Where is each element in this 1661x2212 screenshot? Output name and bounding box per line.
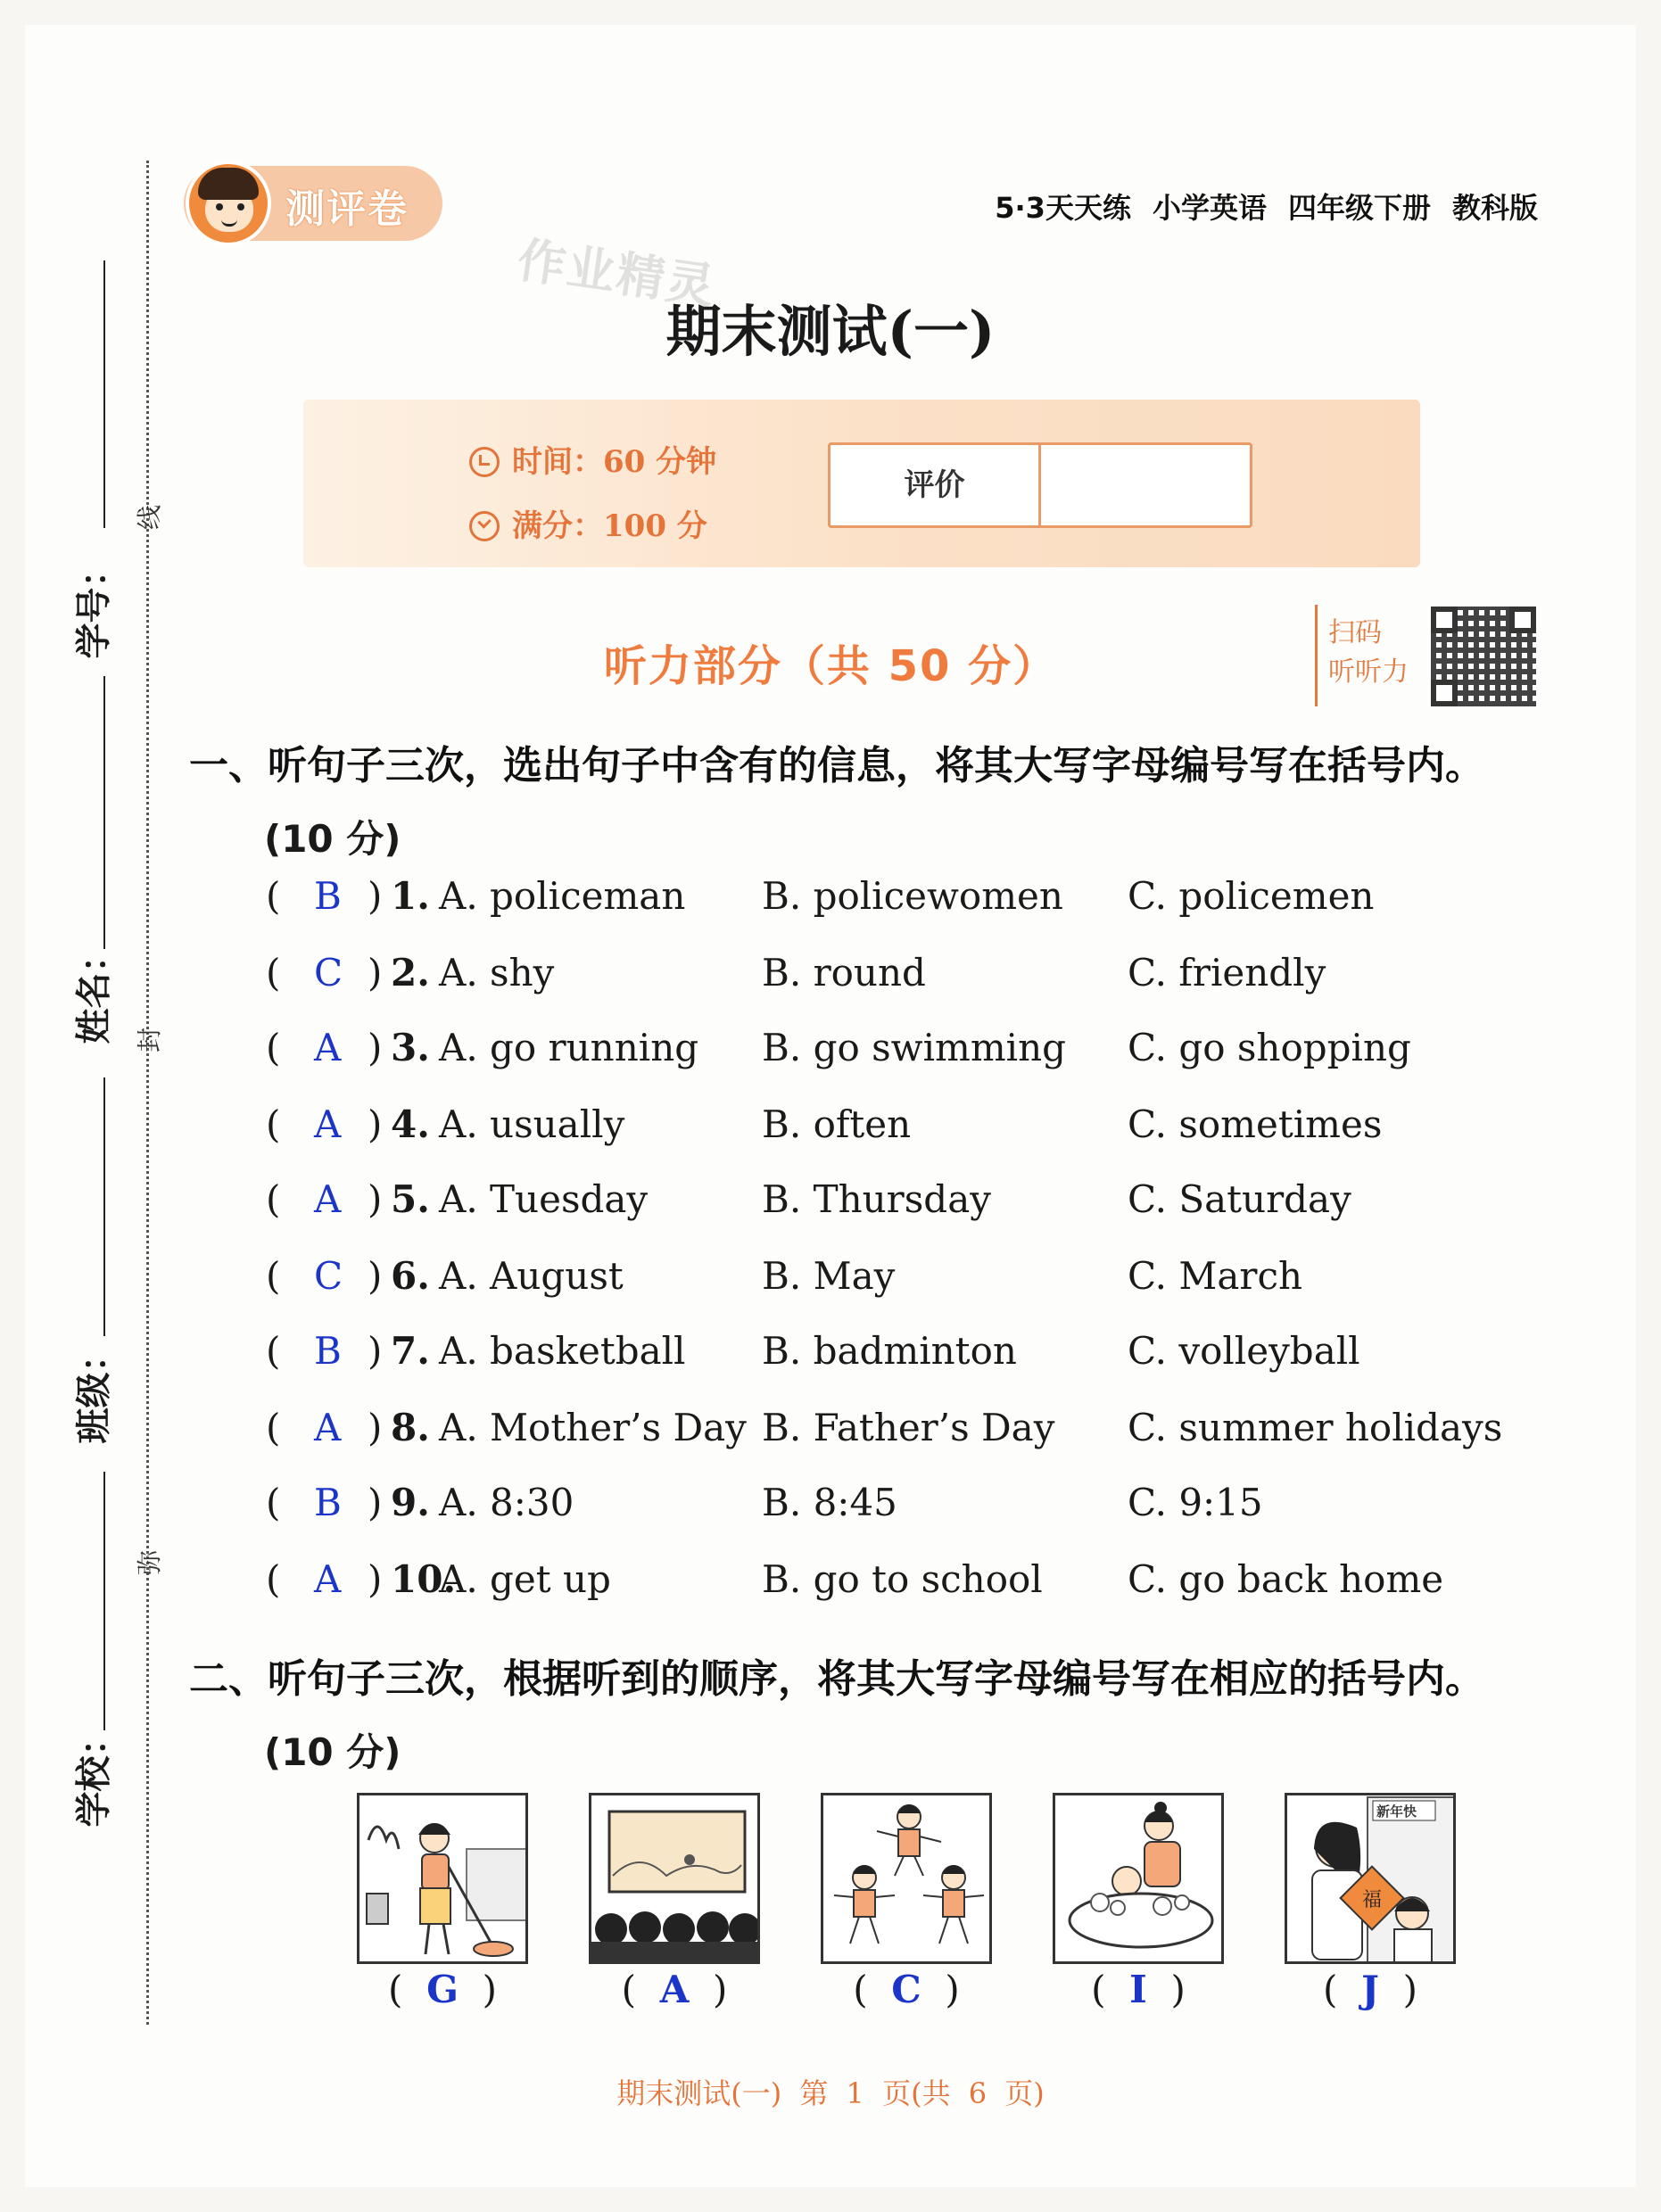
option-b: B. May (762, 1254, 896, 1298)
clock-icon (469, 447, 500, 477)
option-a: A. August (439, 1254, 624, 1298)
option-b: B. go swimming (762, 1026, 1067, 1069)
picture-answer[interactable]: ( A ) (621, 1968, 728, 2011)
question-number: 5. (391, 1177, 430, 1221)
new-year-sign: 新年快 (1376, 1803, 1417, 1820)
class-rule (103, 1077, 105, 1336)
question-number: 8. (391, 1406, 430, 1449)
kids-exercising-picture (821, 1793, 992, 1964)
page-title: 期末测试(一) (665, 299, 996, 364)
question-number: 9. (391, 1481, 430, 1524)
listening-section-title: 听力部分（共 50 分） (603, 641, 1058, 691)
part2-instruction: 二、听句子三次，根据听到的顺序，将其大写字母编号写在相应的括号内。 (189, 1656, 1484, 1702)
fu-card: 福 (1362, 1889, 1383, 1911)
question-number: 10. (391, 1557, 457, 1601)
qr-label: 扫码 听听力 (1315, 605, 1422, 706)
page-footer: 期末测试(一) 第 1 页(共 6 页) (616, 2076, 1045, 2110)
badge-label: 测评卷 (285, 186, 409, 232)
evaluation-field[interactable] (1041, 445, 1250, 525)
new-year-picture (1285, 1793, 1456, 1964)
option-c: C. go shopping (1128, 1026, 1411, 1069)
option-a: A. get up (439, 1557, 611, 1601)
cinema-picture (589, 1793, 760, 1964)
edition-name: 教科版 (1451, 191, 1538, 225)
option-b: B. policewomen (762, 874, 1063, 918)
question-number: 6. (391, 1254, 430, 1298)
option-b: B. badminton (762, 1329, 1017, 1373)
answer-field[interactable]: B (314, 1481, 342, 1524)
option-b: B. Father’s Day (762, 1406, 1055, 1449)
answer-field[interactable]: C (314, 1254, 343, 1298)
binding-mark-line: 线 (135, 505, 164, 531)
question-number: 2. (391, 951, 430, 995)
option-c: C. friendly (1128, 951, 1326, 995)
option-a: A. shy (439, 951, 555, 995)
class-label: 班级： (73, 1336, 115, 1444)
option-c: C. March (1128, 1254, 1303, 1298)
watermark: 作业精灵 (514, 231, 720, 316)
option-c: C. Saturday (1128, 1177, 1351, 1221)
boy-avatar-icon (186, 161, 271, 246)
score-info: 满分：100 分 (469, 501, 707, 545)
option-a: A. policeman (439, 874, 686, 918)
part1-instruction: 一、听句子三次，选出句子中含有的信息，将其大写字母编号写在括号内。 (189, 743, 1484, 788)
answer-field[interactable]: A (314, 1557, 342, 1601)
check-icon (469, 511, 500, 541)
option-c: C. sometimes (1128, 1102, 1383, 1146)
option-b: B. 8:45 (762, 1481, 897, 1524)
option-c: C. policemen (1128, 874, 1375, 918)
student-id-label: 学号： (73, 551, 115, 659)
qr-code-icon[interactable] (1431, 607, 1536, 706)
option-c: C. volleyball (1128, 1329, 1360, 1373)
option-c: C. summer holidays (1128, 1406, 1503, 1449)
picture-answer-value[interactable]: J (1361, 1968, 1379, 2011)
part2-score: (10 分) (264, 1730, 401, 1774)
picture-answer[interactable]: ( J ) (1322, 1968, 1418, 2011)
option-a: A. usually (439, 1102, 625, 1146)
answer-field[interactable]: C (314, 951, 343, 995)
name-label: 姓名： (73, 937, 115, 1044)
picture-answer-value[interactable]: C (891, 1968, 921, 2011)
binding-mark-seal: 封 (135, 1028, 164, 1053)
answer-field[interactable]: B (314, 1329, 342, 1373)
school-rule (103, 1472, 105, 1730)
subject-name: 小学英语 (1152, 191, 1267, 225)
picture-answer[interactable]: ( G ) (387, 1968, 498, 2011)
grade-name: 四年级下册 (1287, 191, 1431, 225)
option-b: B. Thursday (762, 1177, 991, 1221)
option-b: B. often (762, 1102, 912, 1146)
option-a: A. Mother’s Day (439, 1406, 747, 1449)
option-a: A. Tuesday (439, 1177, 649, 1221)
question-number: 7. (391, 1329, 430, 1373)
option-a: A. basketball (439, 1329, 686, 1373)
question-number: 3. (391, 1026, 430, 1069)
mopping-floor-picture (357, 1793, 528, 1964)
school-label: 学校： (73, 1720, 115, 1828)
question-number: 4. (391, 1102, 430, 1146)
option-b: B. go to school (762, 1557, 1043, 1601)
answer-field[interactable]: A (314, 1102, 342, 1146)
option-a: A. go running (439, 1026, 699, 1069)
binding-mark-mi: 弥 (135, 1550, 164, 1576)
option-c: C. 9:15 (1128, 1481, 1263, 1524)
bathing-baby-picture (1053, 1793, 1224, 1964)
picture-answer[interactable]: ( C ) (853, 1968, 960, 2011)
answer-field[interactable]: A (314, 1406, 342, 1449)
option-c: C. go back home (1128, 1557, 1444, 1601)
option-b: B. round (762, 951, 926, 995)
picture-answer[interactable]: ( I ) (1091, 1968, 1186, 2011)
option-a: A. 8:30 (439, 1481, 574, 1524)
picture-answer-value[interactable]: G (426, 1968, 459, 2011)
evaluation-label: 评价 (830, 445, 1041, 525)
evaluation-box (828, 442, 1252, 528)
answer-field[interactable]: B (314, 874, 342, 918)
name-rule (103, 676, 105, 949)
picture-answer-value[interactable]: I (1129, 1968, 1147, 2011)
series-name: 5·3天天练 (995, 191, 1131, 225)
answer-field[interactable]: A (314, 1177, 342, 1221)
book-info (973, 186, 1538, 227)
time-info: 时间：60 分钟 (469, 437, 716, 481)
part1-score: (10 分) (264, 817, 401, 861)
binding-line (146, 161, 149, 2025)
question-number: 1. (391, 874, 430, 918)
answer-field[interactable]: A (314, 1026, 342, 1069)
picture-answer-value[interactable]: A (659, 1968, 690, 2011)
